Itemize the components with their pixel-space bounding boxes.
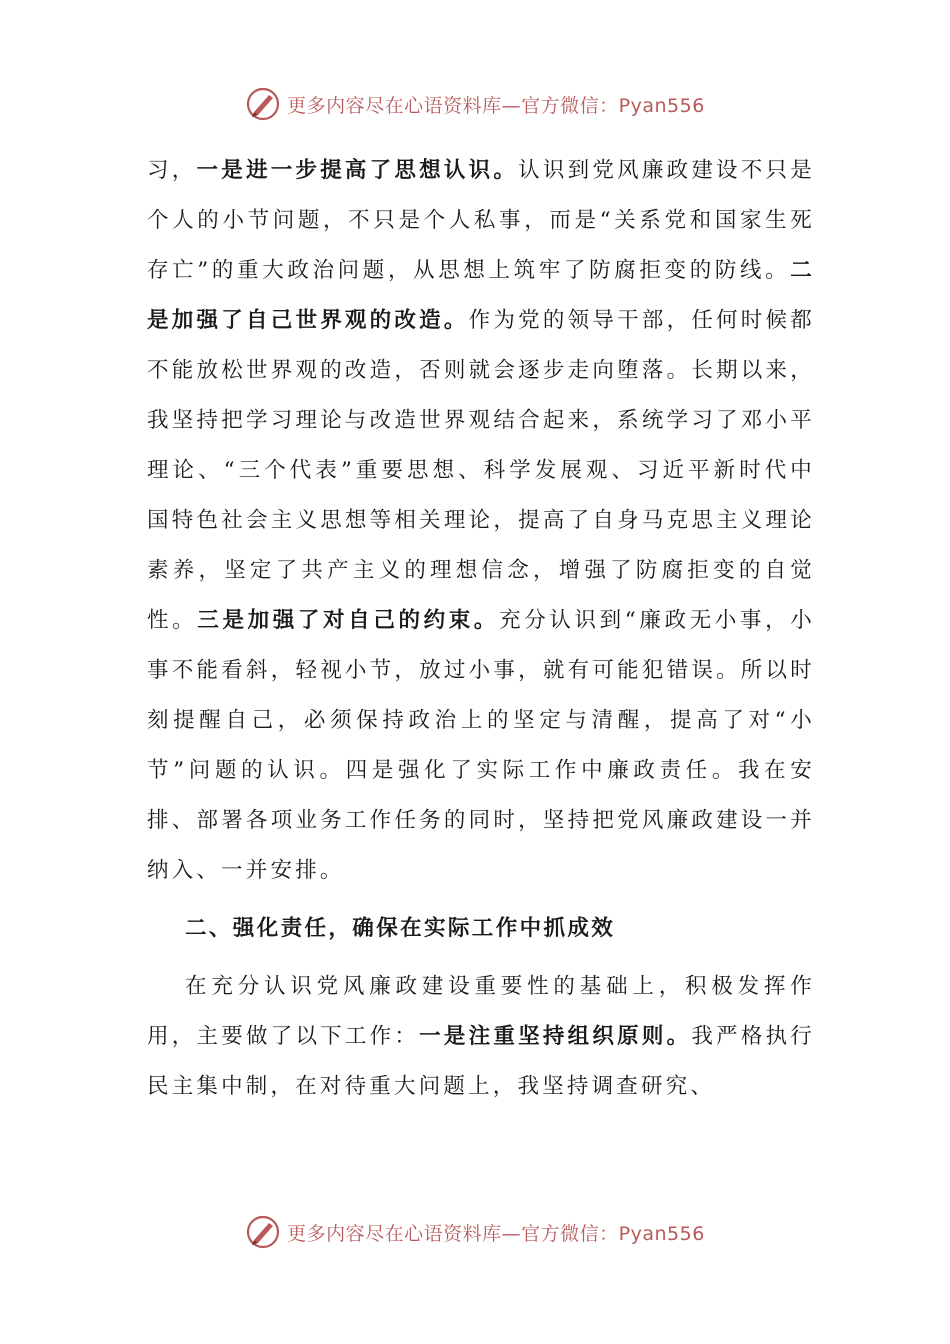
- bold-run: 三是加强了对自己的约束。: [197, 608, 500, 633]
- text-run: 作为党的领导干部，任何时候都不能放松世界观的改造，否则就会逐步走向堕落。长期以来，我坚持把学习理论与改造世界观结合起来，系统学习了邓小平理论、“三个代表”重要思想、科学发展观、习近平新时代中国特色社会主义思想等相关理论，提高了自身马克思主义理论素养，坚定了共产主义的理想信念，增强了防腐拒变的自觉性。: [147, 308, 815, 633]
- header-banner: [0, 82, 950, 126]
- banner-text: 更多内容尽在心语资料库—官方微信：Pyan556: [287, 1222, 705, 1245]
- text-run: 在充分认识党风廉政建设重要性的基础上，积极发挥作用，主要做了以下工作：: [147, 974, 815, 1049]
- section-heading: 二、强化责任，确保在实际工作中抓成效: [185, 916, 616, 941]
- text-run: 我严格执行民主集中制，在对待重大问题上，我坚持调查研究、: [147, 1024, 816, 1099]
- text-run: 充分认识到“廉政无小事，小事不能看斜，轻视小节，放过小事，就有可能犯错误。所以时刻提醒自己，必须保持政治上的坚定与清醒，提高了对“小节”问题的认识。四是强化了实际工作中廉政责任。我在安排、部署各项业务工作任务的同时，坚持把党风廉政建设一并纳入、一并安排。: [147, 608, 816, 883]
- bold-run: 一是进一步提高了思想认识。: [196, 158, 519, 183]
- text-run: 习，: [147, 158, 197, 183]
- document-body: [147, 146, 815, 1112]
- paragraph: [147, 146, 815, 896]
- pen-seal-icon: [245, 86, 281, 122]
- pen-seal-icon: [245, 1214, 281, 1250]
- paragraph: [147, 962, 815, 1112]
- footer-banner: [0, 1210, 950, 1254]
- bold-run: 一是注重坚持组织原则。: [419, 1024, 692, 1049]
- banner-text: 更多内容尽在心语资料库—官方微信：Pyan556: [287, 94, 705, 117]
- bold-run: 二是加强了自己世界观的改造。: [147, 258, 815, 333]
- text-run: 认识到党风廉政建设不只是个人的小节问题，不只是个人私事，而是“关系党和国家生死存亡”的重大政治问题，从思想上筑牢了防腐拒变的防线。: [147, 158, 815, 283]
